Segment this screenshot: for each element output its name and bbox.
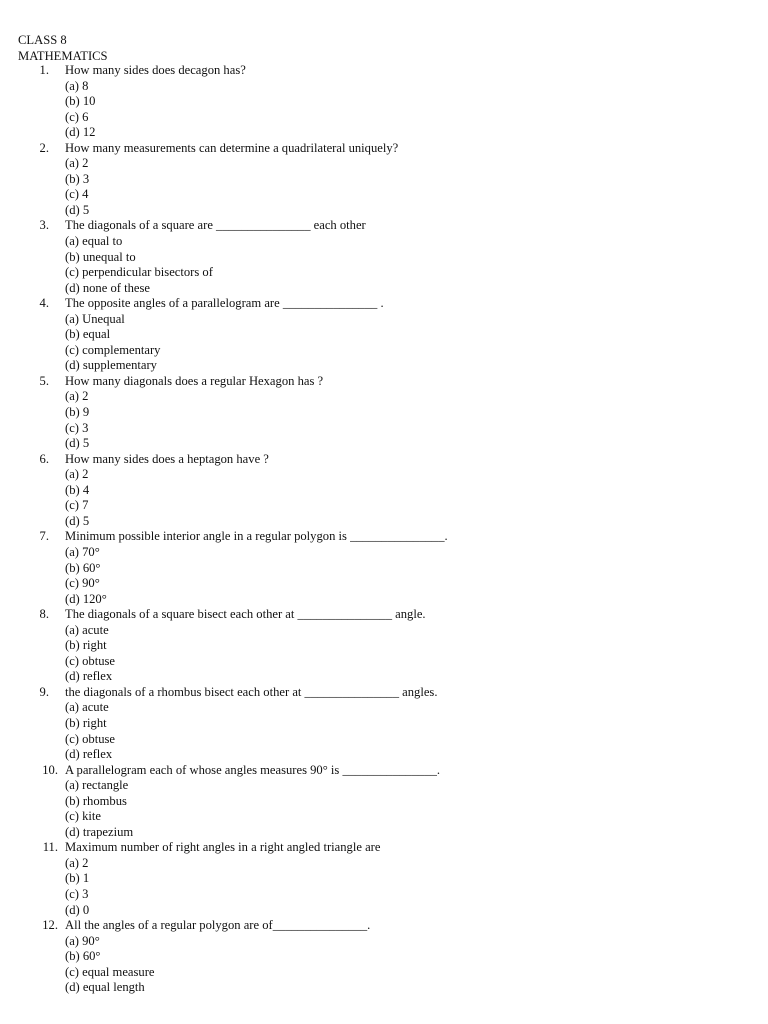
answer-option: (a) 8 <box>65 78 89 93</box>
option-line <box>0 887 768 903</box>
answer-option: (c) kite <box>65 809 102 824</box>
option-line <box>0 638 768 654</box>
answer-option: (d) trapezium <box>65 824 134 839</box>
option-line <box>0 436 768 452</box>
answer-option: (c) obtuse <box>65 653 116 668</box>
question-line <box>0 452 768 468</box>
question-item <box>0 218 768 296</box>
option-line <box>0 498 768 514</box>
question-line <box>0 296 768 312</box>
option-line <box>0 187 768 203</box>
answer-option: (b) 1 <box>65 871 90 886</box>
option-line <box>0 732 768 748</box>
question-item <box>0 607 768 685</box>
option-line <box>0 669 768 685</box>
answer-option: (d) reflex <box>65 669 113 684</box>
option-line <box>0 561 768 577</box>
question-item <box>0 840 768 918</box>
option-line <box>0 265 768 281</box>
option-line <box>0 980 768 996</box>
answer-option: (a) 2 <box>65 156 89 171</box>
option-line <box>0 576 768 592</box>
option-line <box>0 716 768 732</box>
question-number: 5. <box>39 373 49 388</box>
question-text: All the angles of a regular polygon are of_______________. <box>65 918 371 933</box>
option-line <box>0 903 768 919</box>
question-number: 11. <box>42 840 58 855</box>
option-line <box>0 312 768 328</box>
question-text: The diagonals of a square are _______________ each other <box>65 218 366 233</box>
answer-option: (c) perpendicular bisectors of <box>65 265 213 280</box>
question-item <box>0 452 768 530</box>
answer-option: (c) equal measure <box>65 964 155 979</box>
option-line <box>0 794 768 810</box>
question-line <box>0 63 768 79</box>
answer-option: (b) 9 <box>65 405 90 420</box>
answer-option: (c) 90° <box>65 576 100 591</box>
option-line <box>0 110 768 126</box>
option-line <box>0 358 768 374</box>
question-item <box>0 141 768 219</box>
option-line <box>0 327 768 343</box>
option-line <box>0 778 768 794</box>
answer-option: (b) equal <box>65 327 111 342</box>
answer-option: (a) 2 <box>65 467 89 482</box>
answer-option: (b) unequal to <box>65 249 136 264</box>
option-line <box>0 125 768 141</box>
answer-option: (a) Unequal <box>65 311 125 326</box>
option-line <box>0 514 768 530</box>
answer-option: (d) none of these <box>65 280 150 295</box>
option-line <box>0 343 768 359</box>
answer-option: (a) acute <box>65 622 109 637</box>
question-text: How many sides does decagon has? <box>65 63 246 77</box>
question-number: 1. <box>39 63 49 77</box>
option-line <box>0 856 768 872</box>
question-number: 10. <box>42 762 58 777</box>
answer-option: (b) right <box>65 715 107 730</box>
option-line <box>0 421 768 437</box>
class-label: CLASS 8 <box>18 33 67 47</box>
question-item <box>0 529 768 607</box>
question-number: 8. <box>39 607 49 622</box>
option-line <box>0 203 768 219</box>
option-line <box>0 389 768 405</box>
answer-option: (a) rectangle <box>65 778 129 793</box>
answer-option: (b) 10 <box>65 94 96 109</box>
answer-option: (a) equal to <box>65 234 123 249</box>
answer-option: (b) 60° <box>65 949 101 964</box>
answer-option: (c) 7 <box>65 498 89 513</box>
question-line <box>0 763 768 779</box>
option-line <box>0 467 768 483</box>
question-number: 2. <box>39 140 49 155</box>
question-line <box>0 141 768 157</box>
option-line <box>0 949 768 965</box>
answer-option: (d) 5 <box>65 513 90 528</box>
question-text: How many diagonals does a regular Hexagon has ? <box>65 373 324 388</box>
option-line <box>0 654 768 670</box>
subject-title: MATHEMATICS <box>18 48 108 63</box>
answer-option: (b) 60° <box>65 560 101 575</box>
question-line <box>0 374 768 390</box>
option-line <box>0 871 768 887</box>
question-item <box>0 374 768 452</box>
answer-option: (a) 2 <box>65 389 89 404</box>
question-line <box>0 685 768 701</box>
answer-option: (d) 0 <box>65 902 90 917</box>
option-line <box>0 281 768 297</box>
answer-option: (c) complementary <box>65 342 161 357</box>
option-line <box>0 934 768 950</box>
question-text: The opposite angles of a parallelogram are _______________ . <box>65 296 384 311</box>
option-line <box>0 483 768 499</box>
answer-option: (a) 2 <box>65 855 89 870</box>
question-text: Maximum number of right angles in a right angled triangle are <box>65 840 381 855</box>
answer-option: (d) 120° <box>65 591 107 606</box>
question-list <box>0 63 768 996</box>
question-number: 3. <box>39 218 49 233</box>
answer-option: (c) 6 <box>65 109 89 124</box>
question-number: 9. <box>39 684 49 699</box>
answer-option: (d) reflex <box>65 747 113 762</box>
answer-option: (a) 90° <box>65 933 100 948</box>
option-line <box>0 623 768 639</box>
option-line <box>0 94 768 110</box>
question-item <box>0 918 768 996</box>
question-line <box>0 218 768 234</box>
answer-option: (a) acute <box>65 700 109 715</box>
question-item <box>0 63 768 141</box>
option-line <box>0 700 768 716</box>
option-line <box>0 79 768 95</box>
question-text: Minimum possible interior angle in a regular polygon is _______________. <box>65 529 448 544</box>
question-item <box>0 296 768 374</box>
question-text: A parallelogram each of whose angles measures 90° is _______________. <box>65 762 441 777</box>
question-number: 7. <box>39 529 49 544</box>
question-item <box>0 685 768 763</box>
answer-option: (c) 4 <box>65 187 89 202</box>
question-line <box>0 840 768 856</box>
question-item <box>0 763 768 841</box>
option-line <box>0 592 768 608</box>
question-text: The diagonals of a square bisect each other at _______________ angle. <box>65 607 426 622</box>
question-number: 4. <box>39 296 49 311</box>
option-line <box>0 234 768 250</box>
question-number: 6. <box>39 451 49 466</box>
answer-option: (b) 4 <box>65 482 90 497</box>
option-line <box>0 405 768 421</box>
question-number: 12. <box>42 918 58 933</box>
question-line <box>0 607 768 623</box>
answer-option: (b) rhombus <box>65 793 127 808</box>
answer-option: (b) right <box>65 638 107 653</box>
option-line <box>0 747 768 763</box>
question-line <box>0 529 768 545</box>
answer-option: (d) equal length <box>65 980 145 995</box>
answer-option: (c) 3 <box>65 420 89 435</box>
answer-option: (d) 12 <box>65 125 96 140</box>
question-text: How many sides does a heptagon have ? <box>65 451 269 466</box>
answer-option: (c) 3 <box>65 886 89 901</box>
answer-option: (d) 5 <box>65 202 90 217</box>
option-line <box>0 250 768 266</box>
option-line <box>0 809 768 825</box>
question-line <box>0 918 768 934</box>
answer-option: (c) obtuse <box>65 731 116 746</box>
question-text: How many measurements can determine a quadrilateral uniquely? <box>65 140 399 155</box>
option-line <box>0 965 768 981</box>
answer-option: (b) 3 <box>65 171 90 186</box>
answer-option: (d) 5 <box>65 436 90 451</box>
answer-option: (a) 70° <box>65 544 100 559</box>
answer-option: (d) supplementary <box>65 358 157 373</box>
option-line <box>0 172 768 188</box>
option-line <box>0 825 768 841</box>
question-text: the diagonals of a rhombus bisect each other at _______________ angles. <box>65 684 438 699</box>
option-line <box>0 156 768 172</box>
option-line <box>0 545 768 561</box>
